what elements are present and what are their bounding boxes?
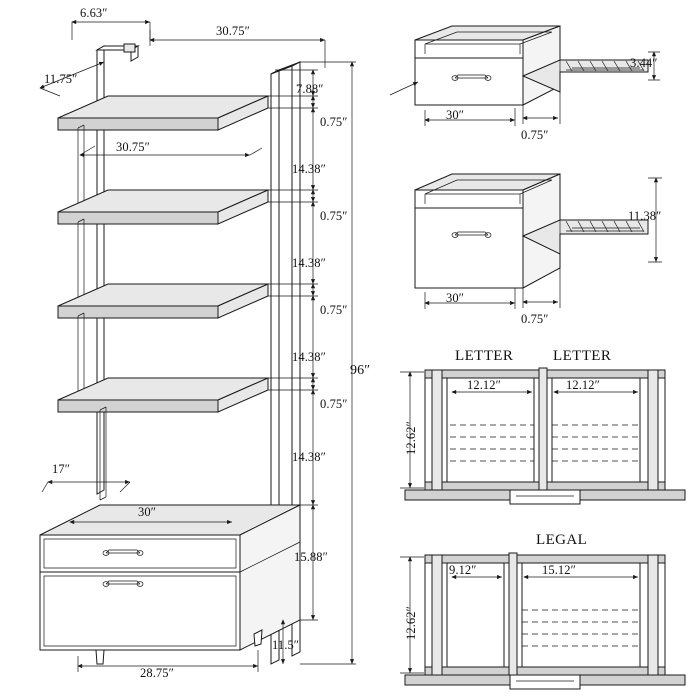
small-drawer-view xyxy=(390,26,660,126)
dim-overall-height: 96″ xyxy=(350,363,371,378)
caption-letter-left: LETTER xyxy=(455,348,514,364)
dim-small-drawer-width: 30″ xyxy=(446,108,465,122)
dim-leg-height: 11.5″ xyxy=(272,638,300,652)
dim-cabinet-width: 30″ xyxy=(138,505,157,519)
dim-legal-depth: 12.62″ xyxy=(404,606,418,640)
dim-small-drawer-thickness: 0.75″ xyxy=(521,128,549,142)
dim-top-depth: 6.63″ xyxy=(80,6,108,20)
dim-shelf-thickness-4: 0.75″ xyxy=(320,397,348,411)
dim-top-width: 30.75″ xyxy=(216,24,250,38)
dim-shelf-gap-1: 14.38″ xyxy=(292,162,326,176)
dim-upper-side: 11.75″ xyxy=(44,72,78,86)
dim-legal-bay-left: 9.12″ xyxy=(449,563,477,577)
dim-shelf-gap-2: 14.38″ xyxy=(292,256,326,270)
dim-top-shelf-gap: 7.88″ xyxy=(296,82,324,96)
dim-cabinet-depth: 17″ xyxy=(52,462,71,476)
dim-large-drawer-height: 11.38″ xyxy=(628,209,662,223)
dim-legal-bay-right: 15.12″ xyxy=(542,563,576,577)
dim-shelf-thickness-3: 0.75″ xyxy=(320,303,348,317)
dim-letter-depth: 12.62″ xyxy=(404,421,418,455)
dim-letter-bay-left: 12.12″ xyxy=(467,378,501,392)
letter-plan-view xyxy=(400,368,685,504)
dim-shelf-thickness-1: 0.75″ xyxy=(320,115,348,129)
dim-letter-bay-right: 12.12″ xyxy=(566,378,600,392)
dim-shelf-thickness-2: 0.75″ xyxy=(320,209,348,223)
caption-legal: LEGAL xyxy=(536,532,588,548)
caption-letter-right: LETTER xyxy=(553,348,612,364)
dim-cabinet-height: 15.88″ xyxy=(294,550,328,564)
dim-shelf-gap-4: 14.38″ xyxy=(292,450,326,464)
dim-small-drawer-height: 3.44″ xyxy=(630,56,658,70)
dim-shelf-gap-3: 14.38″ xyxy=(292,350,326,364)
large-drawer-view xyxy=(415,174,662,309)
dim-large-drawer-thickness: 0.75″ xyxy=(521,312,549,326)
dim-shelf-width: 30.75″ xyxy=(116,140,150,154)
dim-large-drawer-width: 30″ xyxy=(446,291,465,305)
dim-base-width: 28.75″ xyxy=(140,666,174,680)
bookcase-view xyxy=(40,22,356,672)
